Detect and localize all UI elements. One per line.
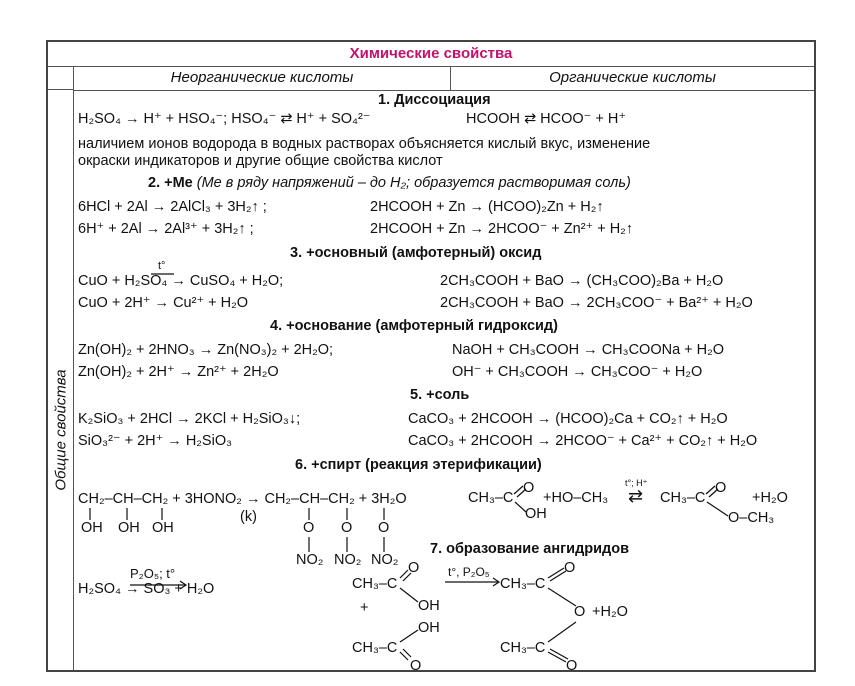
salt-inorganic-1: K₂SiO₃ + 2HCl → 2KCl + H₂SiO₃↓; — [78, 411, 301, 427]
ester-och3: O–CH₃ — [728, 510, 775, 526]
anhydride-top-o: O — [564, 560, 576, 576]
section-1-title: 1. Диссоциация — [378, 92, 491, 108]
esterification-acid: CH₃–C — [468, 490, 514, 506]
glycerol-oh-3: OH — [152, 520, 174, 536]
oxide-inorganic-2: CuO + 2H⁺ → Cu²⁺ + H₂O — [78, 295, 249, 311]
nitrate-o-1: O — [303, 520, 315, 536]
glycerol-oh-1: OH — [81, 520, 103, 536]
esterification-condition: t°; H⁺ — [625, 478, 648, 488]
oxide-condition: t° — [158, 260, 166, 272]
anhydride-top: CH₃–C — [500, 576, 546, 592]
nitrate-o-2: O — [341, 520, 353, 536]
ester-o: O — [715, 480, 727, 496]
column-header-inorganic: Неорганические кислоты — [74, 66, 451, 91]
anhydride-water: +H₂O — [592, 604, 628, 620]
dissociation-organic: HCOOH ⇄ HCOO⁻ + H⁺ — [466, 111, 626, 127]
base-inorganic-1: Zn(OH)₂ + 2HNO₃ → Zn(NO₃)₂ + 2H₂O; — [78, 342, 334, 358]
anhydride-acid-bot: CH₃–C — [352, 640, 398, 656]
side-label: Общие свойства — [52, 369, 70, 491]
anhydride-bot-o: O — [566, 658, 578, 674]
section-7-title: 7. образование ангидридов — [430, 541, 630, 557]
section-5-title: 5. +соль — [410, 387, 470, 403]
salt-organic-2: CaCO₃ + 2HCOOH → 2HCOO⁻ + Ca²⁺ + CO₂↑ + H₂O — [408, 433, 758, 449]
header-corner — [48, 66, 74, 90]
oxide-organic-2: 2CH₃COOH + BaO → 2CH₃COO⁻ + Ba²⁺ + H₂O — [440, 295, 753, 311]
acid-oh: OH — [525, 506, 547, 522]
nitrate-no2-3: NO₂ — [371, 552, 399, 568]
metal-inorganic-2: 6H⁺ + 2Al → 2Al³⁺ + 3H₂↑ ; — [78, 221, 254, 237]
section-2-title-text: 2. +Me — [148, 175, 193, 191]
equilibrium-arrow: ⇄ — [628, 486, 644, 506]
anhydride-acid-bot-oh: OH — [418, 620, 440, 636]
anhydride-acid-top: CH₃–C — [352, 576, 398, 592]
anhydride-acid-top-oh: OH — [418, 598, 440, 614]
anhydride-condition: t°, P₂O₅ — [448, 565, 490, 579]
salt-inorganic-2: SiO₃²⁻ + 2H⁺ → H₂SiO₃ — [78, 433, 233, 449]
metal-organic-2: 2HCOOH + Zn → 2HCOO⁻ + Zn²⁺ + H₂↑ — [370, 221, 634, 237]
dissociation-text-line1: наличием ионов водорода в водных растворах объясняется кислый вкус, изменение — [78, 136, 651, 152]
dissociation-text-line2: окраски индикаторов и другие общие свойства кислот — [78, 153, 443, 169]
section-2-note: (Me в ряду напряжений – до H₂; образуется растворимая соль) — [196, 175, 631, 191]
metal-inorganic-1: 6HCl + 2Al → 2AlCl₃ + 3H₂↑ ; — [78, 199, 267, 215]
base-organic-1: NaOH + CH₃COOH → CH₃COONa + H₂O — [452, 342, 725, 358]
column-header-organic: Органические кислоты — [451, 66, 814, 91]
metal-organic-1: 2HCOOH + Zn → (HCOO)₂Zn + H₂↑ — [370, 199, 604, 215]
anhydride-bot: CH₃–C — [500, 640, 546, 656]
section-6-title: 6. +спирт (реакция этерификации) — [295, 457, 542, 473]
table-title: Химические свойства — [48, 42, 814, 67]
sulfuric-dehydration: H₂SO₄ → SO₃ + H₂O — [78, 581, 215, 597]
anhydride-acid-bot-o: O — [410, 658, 422, 674]
section-4-title: 4. +основание (амфотерный гидроксид) — [270, 318, 558, 334]
anhydride-plus: + — [360, 600, 369, 616]
nitrate-no2-1: NO₂ — [296, 552, 324, 568]
oxide-organic-1: 2CH₃COOH + BaO → (CH₃COO)₂Ba + H₂O — [440, 273, 724, 289]
dissociation-inorganic: H₂SO₄ → H⁺ + HSO₄⁻; HSO₄⁻ ⇄ H⁺ + SO₄²⁻ — [78, 111, 371, 127]
section-3-title: 3. +основный (амфотерный) оксид — [290, 245, 542, 261]
esterification-alcohol: +HO–CH₃ — [543, 490, 609, 506]
base-organic-2: OH⁻ + CH₃COOH → CH₃COO⁻ + H₂O — [452, 364, 703, 380]
ester-product: CH₃–C — [660, 490, 706, 506]
anhydride-bridge-o: O — [574, 604, 586, 620]
ester-water: +H₂O — [752, 490, 788, 506]
catalyst-label: (k) — [240, 509, 257, 525]
acid-o: O — [523, 480, 535, 496]
sulfuric-condition: P₂O₅; t° — [130, 566, 176, 581]
section-2-title — [148, 175, 631, 191]
glycerol-oh-2: OH — [118, 520, 140, 536]
glycerol-nitration: CH₂–CH–CH₂ + 3HONO₂ → CH₂–CH–CH₂ + 3H₂O — [78, 491, 407, 507]
side-column — [48, 90, 74, 670]
nitrate-no2-2: NO₂ — [334, 552, 362, 568]
base-inorganic-2: Zn(OH)₂ + 2H⁺ → Zn²⁺ + 2H₂O — [78, 364, 279, 380]
anhydride-acid-top-o: O — [408, 560, 420, 576]
salt-organic-1: CaCO₃ + 2HCOOH → (HCOO)₂Ca + CO₂↑ + H₂O — [408, 411, 728, 427]
oxide-inorganic-1: CuO + H₂SO₄ → CuSO₄ + H₂O; — [78, 273, 284, 289]
nitrate-o-3: O — [378, 520, 390, 536]
